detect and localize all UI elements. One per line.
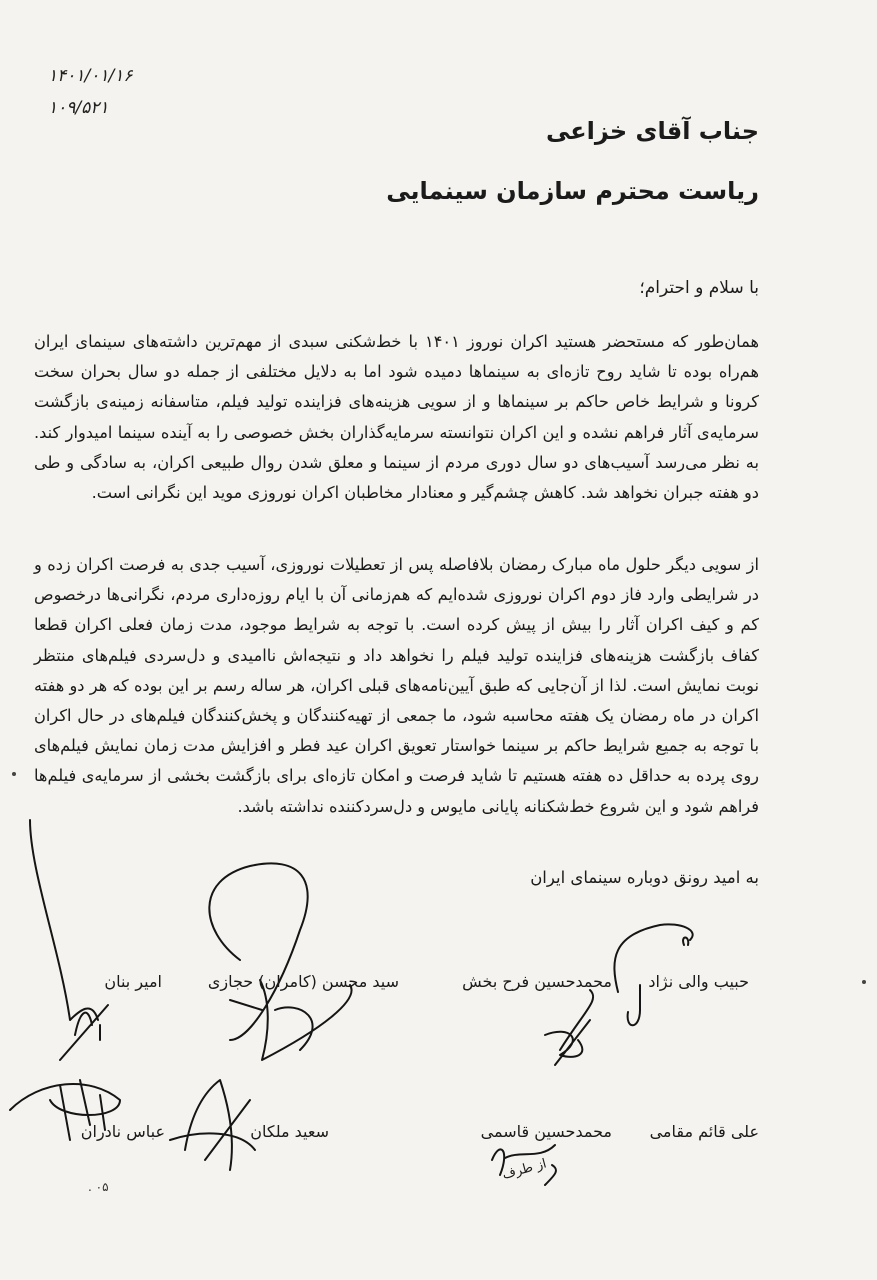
signature-mark-4 [30,820,108,1060]
signature-mark-3 [209,863,351,1060]
signer-name-2: محمدحسین فرح بخش [462,972,612,991]
signer-name-3: سید محسن (کامران) حجازی [207,972,399,991]
recipient-block [159,112,759,210]
recipient-title: ریاست محترم سازمان سینمایی [386,177,759,205]
scan-speck [12,772,16,776]
scan-speck [862,980,866,984]
body-paragraph-2: از سویی دیگر حلول ماه مبارک رمضان بلافاصله پس از تعطیلات نوروزی، آسیب جدی به فرصت اکران زده و در شرایطی وارد فاز دوم اکران نوروزی شده‌ایم که هم‌زمانی آن با ایام روزه‌داری مردم، نگرانی‌ها درخصوص کم و کیف اکران آثار را بیش از پیش کرده است. با توجه به شرایط موجود، مدت زمان فعلی اکران قطعا کفاف بازگشت هزینه‌های فزاینده تولید فیلم را نخواهد داد و نتیجه‌اش ناامیدی و دل‌سردی فیلم‌های منتظر نوبت نمایش است. لذا از آن‌جایی که طبق آیین‌نامه‌های قبلی اکران، هر ساله رسم بر این بوده که هر دو هفته اکران در ماه رمضان یک هفته محاسبه شود، ما جمعی از تهیه‌کنندگان و پخش‌کنندگان فیلم‌های در حال اکران با توجه به جمیع شرایط حاکم بر سینما خواستار تعویق اکران عید فطر و افزایش مدت زمان نمایش فیلم‌های روی پرده به حداقل ده هفته هستیم تا شاید فرصت و امکان تازه‌ای برای بازگشت بخشی از سرمایه‌ی فیلم‌ها فراهم شود و این شروع خط‌شکنانه پایانی مایوس و دل‌سردکننده نداشته باشد. [34,555,759,816]
signer-name-7: سعید ملکان [250,1122,329,1141]
closing-line: به امید رونق دوباره سینمای ایران [530,868,759,887]
body-paragraph-1: همان‌طور که مستحضر هستید اکران نوروز ۱۴۰۱ با خط‌شکنی سبدی از مهم‌ترین داشته‌های سینمای ایران هم‌راه بوده تا شاید روح تازه‌ای به سینماها دمیده شود اما به دلایل مختلفی از جمله دو سال بحران سخت کرونا و شرایط خاص حاکم بر سینماها و از سویی هزینه‌های فزاینده تولید فیلم، متاسفانه زمینه‌ی بازگشت سرمایه‌ی آثار فراهم نشده و این اکران نتوانسته سرمایه‌گذاران بخش خصوصی را به آینده سینما امیدوار کند. به نظر می‌رسد آسیب‌های دو سال دوری مردم از سینما و معلق شدن روال طبیعی اکران، به سادگی و طی دو هفته جبران نخواهد شد. کاهش چشم‌گیر و معنادار مخاطبان اکران نوروزی موید این نگرانی است. [34,332,759,503]
letter-number: ۱۰۹/۵۲۱ [48,98,109,118]
signer-name-5: علی قائم مقامی [649,1122,759,1141]
signer-name-1: حبیب والی نژاد [648,972,749,991]
footer-mark: . ۰۵ [88,1180,109,1194]
greeting: با سلام و احترام؛ [639,278,759,298]
signature-mark-2 [545,990,593,1065]
letter-date: ۱۴۰۱/۰۱/۱۶ [48,66,133,86]
signer-name-8: عباس نادران [80,1122,165,1141]
handwritten-note: از طرف [500,1156,549,1183]
signer-name-4: امیر بنان [104,972,162,991]
signature-mark-6 [170,1080,255,1170]
letter-reference [48,60,168,124]
recipient-name: جناب آقای خزاعی [545,117,759,145]
signer-name-6: محمدحسین قاسمی [480,1122,612,1141]
